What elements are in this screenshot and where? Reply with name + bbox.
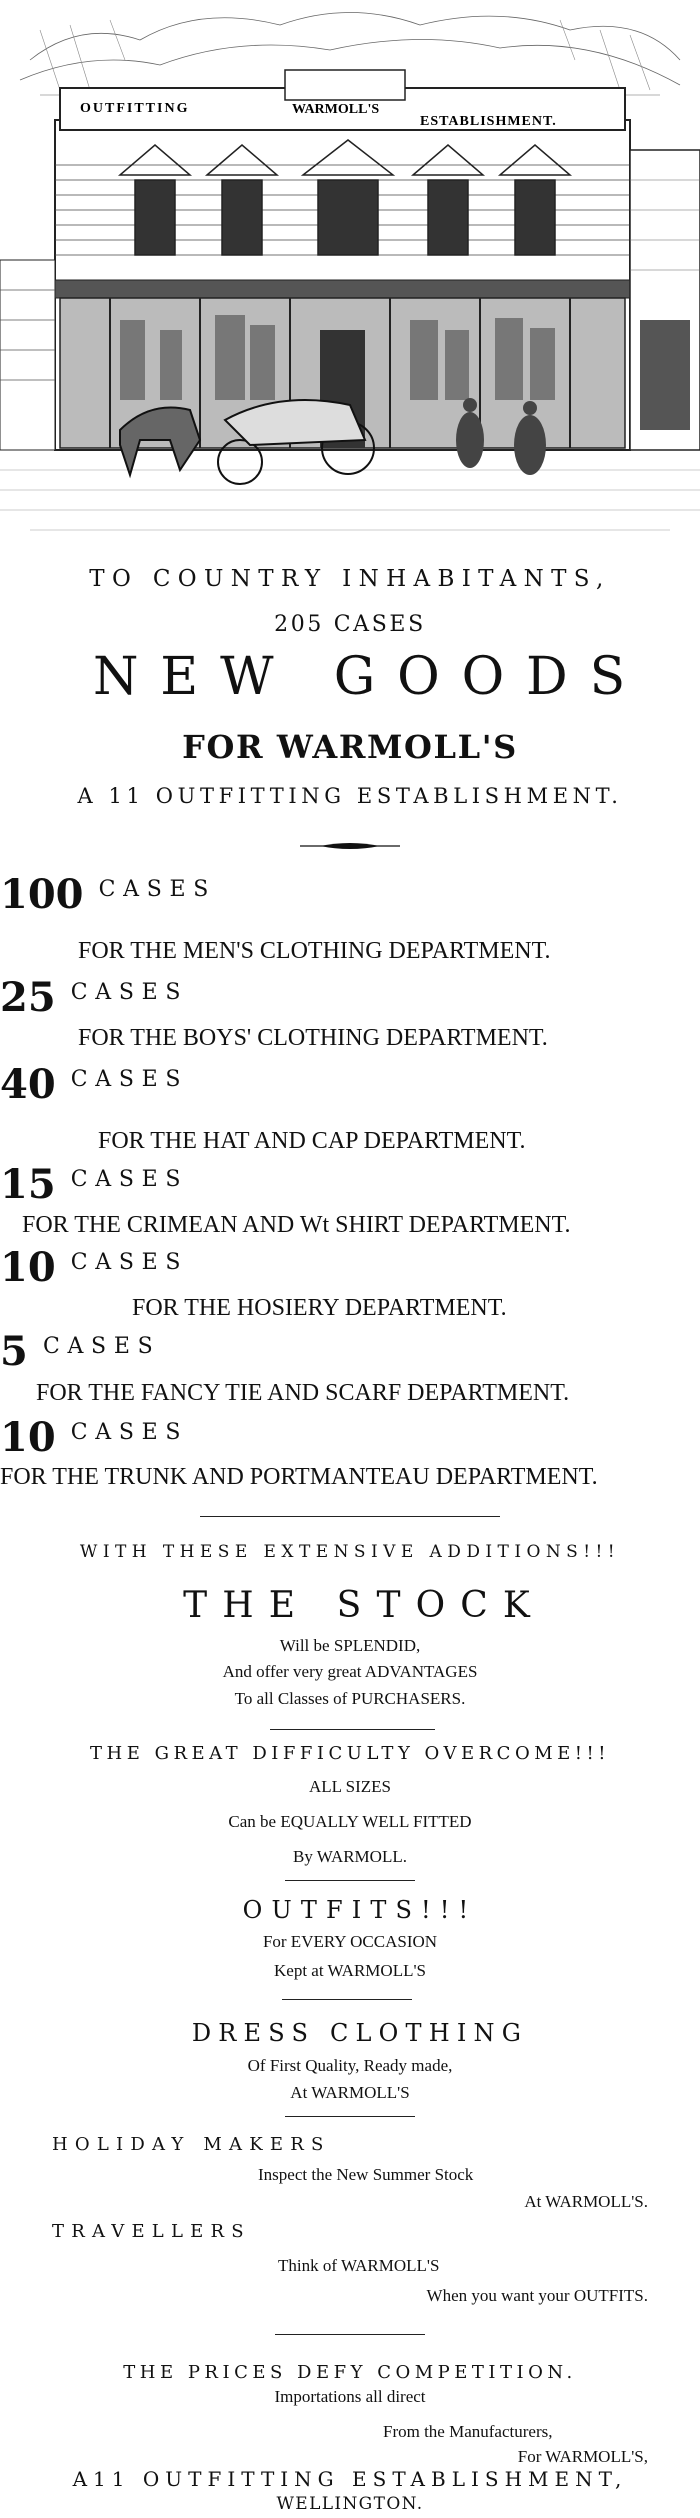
holiday-line-2: At WARMOLL'S. [524,2192,648,2211]
outfits-title: OUTFITS!!! [242,1896,478,1924]
headline-for-warmolls: FOR WARMOLL'S [182,728,518,766]
cases-label: CASES [42,1334,161,1359]
stock-line-3: To all Classes of PURCHASERS. [234,1689,466,1708]
department-entry [0,1414,189,1461]
travellers-line-1: Think of WARMOLL'S [278,2256,440,2275]
headline-establishment: A 11 OUTFITTING ESTABLISHMENT. [77,784,623,808]
department-name: FOR THE BOYS' CLOTHING DEPARTMENT. [78,1025,548,1051]
prices-line-2: From the Manufacturers, [383,2422,553,2441]
difficulty-line-2: Can be EQUALLY WELL FITTED [228,1812,472,1831]
divider-rule [282,1999,412,2000]
cases-label: CASES [98,877,217,902]
cases-label: CASES [70,1420,189,1445]
department-name: FOR THE HAT AND CAP DEPARTMENT. [98,1128,526,1154]
case-count: 10 [0,1414,56,1461]
divider-rule [200,1516,500,1517]
difficulty-line-1: ALL SIZES [308,1777,391,1796]
outfits-line-2: Kept at WARMOLL'S [274,1961,426,1980]
holiday-title: HOLIDAY MAKERS [52,2134,331,2155]
divider-rule [270,1729,435,1730]
department-name: FOR THE CRIMEAN AND Wt SHIRT DEPARTMENT. [22,1212,571,1238]
sign-left: OUTFITTING [80,101,190,116]
dress-line-1: Of First Quality, Ready made, [247,2056,453,2075]
divider-rule [275,2334,425,2335]
cases-label: CASES [70,1167,189,1192]
department-entry [0,871,217,918]
cases-label: CASES [70,1067,189,1092]
headline-to-country: TO COUNTRY INHABITANTS, [89,566,611,592]
travellers-line-2: When you want your OUTFITS. [426,2286,648,2305]
department-entry [0,1061,189,1108]
ornamental-divider [300,840,400,852]
case-count: 40 [0,1061,56,1108]
department-name: FOR THE FANCY TIE AND SCARF DEPARTMENT. [36,1380,570,1406]
divider-rule [285,1880,415,1881]
prices-line-1: Importations all direct [274,2387,426,2406]
headline-new-goods: NEW GOODS [92,647,648,707]
case-count: 10 [0,1244,56,1291]
prices-line-4: A11 OUTFITTING ESTABLISHMENT, [72,2467,628,2491]
prices-title: THE PRICES DEFY COMPETITION. [123,2362,577,2383]
case-count: 25 [0,974,56,1021]
cases-label: CASES [70,1250,189,1275]
department-name: FOR THE HOSIERY DEPARTMENT. [132,1295,507,1321]
department-entry [0,1161,189,1208]
difficulty-line-3: By WARMOLL. [293,1847,407,1866]
case-count: 15 [0,1161,56,1208]
case-count: 100 [0,871,84,918]
outfits-line-1: For EVERY OCCASION [262,1932,438,1951]
department-name: FOR THE TRUNK AND PORTMANTEAU DEPARTMENT. [0,1464,598,1490]
difficulty-title: THE GREAT DIFFICULTY OVERCOME!!! [90,1743,610,1764]
stock-line-2: And offer very great ADVANTAGES [222,1662,478,1681]
department-entry [0,1244,189,1291]
department-entry [0,974,189,1021]
holiday-line-1: Inspect the New Summer Stock [258,2165,474,2184]
sign-center: WARMOLL'S [292,102,380,117]
headline-205-cases: 205 CASES [274,612,426,637]
dress-line-2: At WARMOLL'S [290,2083,410,2102]
stock-line-1: Will be SPLENDID, [279,1636,421,1655]
prices-line-3: For WARMOLL'S, [517,2447,648,2466]
department-entry [0,1328,161,1375]
divider-rule [285,2116,415,2117]
travellers-title: TRAVELLERS [52,2221,251,2242]
stock-lead: WITH THESE EXTENSIVE ADDITIONS!!! [79,1542,621,1562]
department-name: FOR THE MEN'S CLOTHING DEPARTMENT. [78,938,551,964]
sign-right: ESTABLISHMENT. [420,114,557,129]
case-count: 5 [0,1328,28,1375]
storefront-illustration [0,0,700,545]
stock-title: THE STOCK [183,1585,545,1626]
cases-label: CASES [70,980,189,1005]
prices-line-5: WELLINGTON. [276,2494,424,2514]
dress-title: DRESS CLOTHING [191,2019,529,2047]
